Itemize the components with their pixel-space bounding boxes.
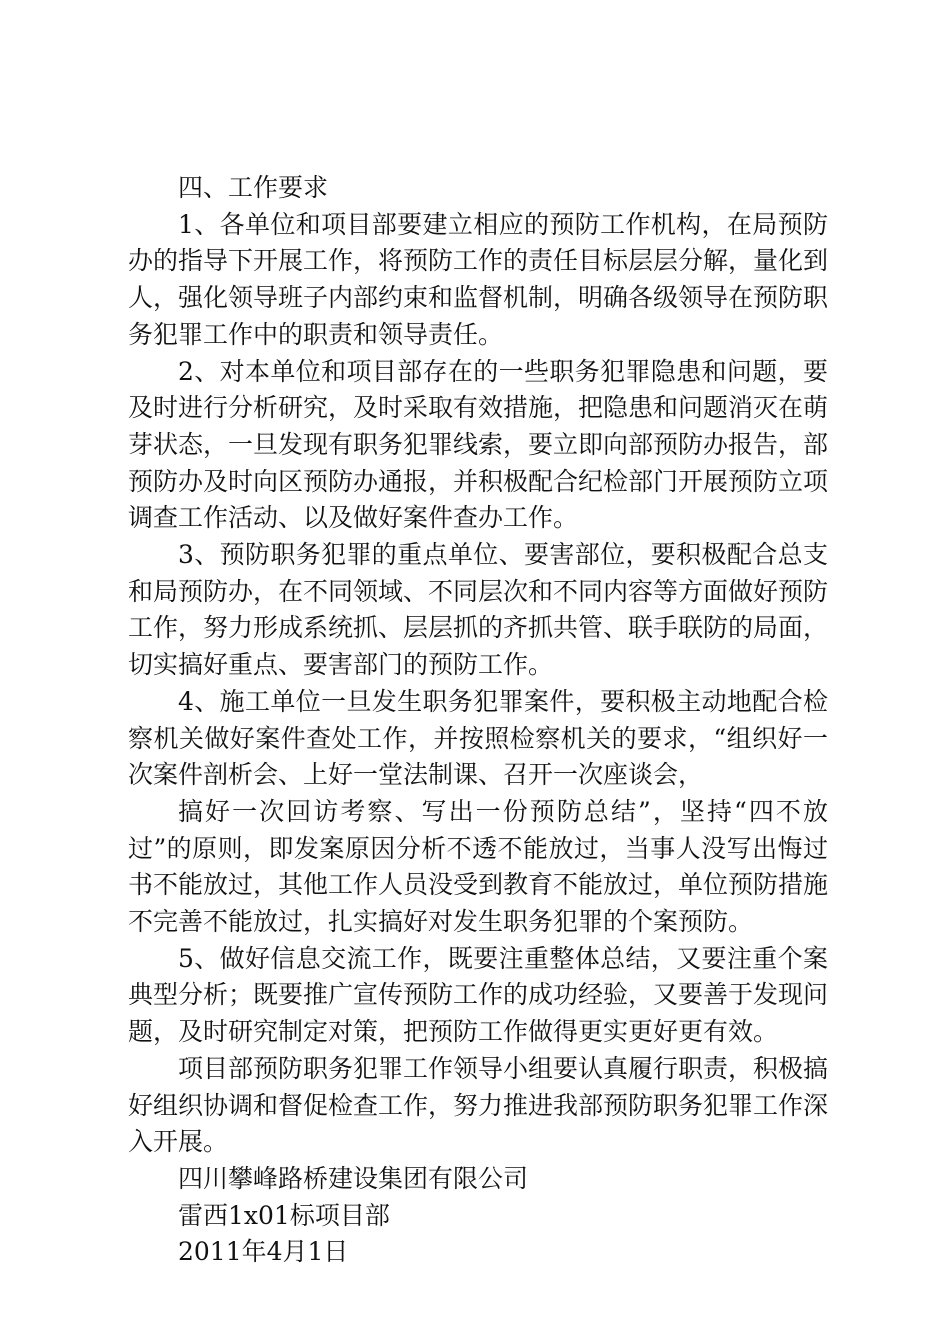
signature-department: 雷西1x01标项目部 [178, 1200, 390, 1230]
document-body [128, 170, 828, 1271]
paragraph-requirement-5: 5、做好信息交流工作，既要注重整体总结，又要注重个案典型分析；既要推广宣传预防工作的成功经验，又要善于发现问题，及时研究制定对策，把预防工作做得更实更好更有效。 [128, 943, 829, 1047]
paragraph-requirement-4-continued: 搞好一次回访考察、写出一份预防总结”，坚持“四不放过”的原则，即发案原因分析不透不能放过，当事人没写出悔过书不能放过，其他工作人员没受到教育不能放过，单位预防措施不完善不能放过，扎实搞好对发生职务犯罪的个案预防。 [128, 796, 829, 937]
section-heading: 四、工作要求 [178, 173, 329, 202]
signature-date: 2011年4月1日 [178, 1237, 349, 1267]
paragraph-closing: 项目部预防职务犯罪工作领导小组要认真履行职责，积极搞好组织协调和督促检查工作，努力推进我部预防职务犯罪工作深入开展。 [128, 1053, 829, 1157]
paragraph-requirement-1: 1、各单位和项目部要建立相应的预防工作机构，在局预防办的指导下开展工作，将预防工作的责任目标层层分解，量化到人，强化领导班子内部约束和监督机制，明确各级领导在预防职务犯罪工作中的职责和领导责任。 [128, 209, 829, 349]
paragraph-requirement-4: 4、施工单位一旦发生职务犯罪案件，要积极主动地配合检察机关做好案件查处工作，并按照检察机关的要求，“组织好一次案件剖析会、上好一堂法制课、召开一次座谈会， [128, 686, 828, 790]
signature-company: 四川攀峰路桥建设集团有限公司 [178, 1163, 529, 1193]
paragraph-requirement-2: 2、对本单位和项目部存在的一些职务犯罪隐患和问题，要及时进行分析研究，及时采取有效措施，把隐患和问题消灭在萌芽状态，一旦发现有职务犯罪线索，要立即向部预防办报告，部预防办及时向区预防办通报，并积极配合纪检部门开展预防立项调查工作活动、以及做好案件查办工作。 [128, 356, 829, 533]
paragraph-requirement-3: 3、预防职务犯罪的重点单位、要害部位，要积极配合总支和局预防办，在不同领域、不同层次和不同内容等方面做好预防工作，努力形成系统抓、层层抓的齐抓共管、联手联防的局面，切实搞好重点、要害部门的预防工作。 [128, 540, 829, 680]
